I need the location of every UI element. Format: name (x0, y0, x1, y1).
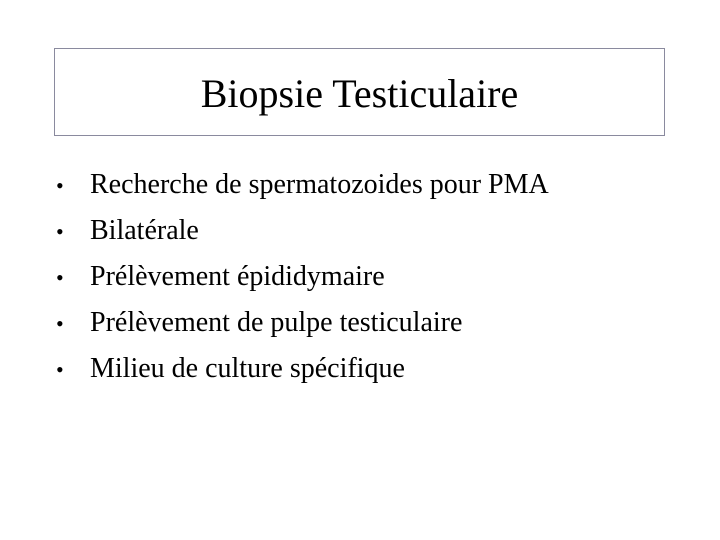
bullet-text: Prélèvement de pulpe testiculaire (90, 307, 463, 338)
bullet-text: Bilatérale (90, 215, 199, 246)
bullet-item (54, 346, 549, 392)
slide-title: Biopsie Testiculaire (200, 71, 519, 116)
bullet-item (54, 254, 549, 300)
bullet-item (54, 162, 549, 208)
bullet-icon: • (56, 173, 64, 198)
bullet-text: Milieu de culture spécifique (90, 353, 405, 384)
bullet-list (54, 162, 549, 392)
bullet-icon: • (56, 357, 64, 382)
bullet-icon: • (56, 219, 64, 244)
bullet-text: Prélèvement épididymaire (90, 261, 385, 292)
bullet-icon: • (56, 311, 64, 336)
bullet-text: Recherche de spermatozoides pour PMA (90, 169, 549, 200)
title-box (54, 48, 665, 136)
bullet-item (54, 300, 549, 346)
bullet-icon: • (56, 265, 64, 290)
bullet-item (54, 208, 549, 254)
